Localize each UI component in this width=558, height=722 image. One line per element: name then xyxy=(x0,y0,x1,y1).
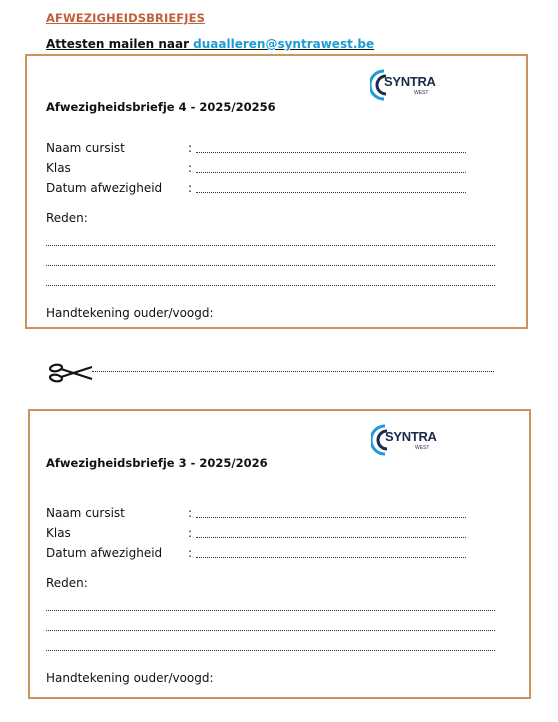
field-label-name: Naam cursist xyxy=(46,141,125,155)
field-fill-class[interactable] xyxy=(196,172,466,173)
mail-link[interactable]: duaalleren@syntrawest.be xyxy=(193,37,375,51)
reason-line-3[interactable] xyxy=(46,650,495,651)
logo-brand: SYNTRA xyxy=(384,74,436,89)
field-fill-date[interactable] xyxy=(196,192,466,193)
field-colon: : xyxy=(188,546,193,560)
field-colon: : xyxy=(188,161,193,175)
slip-title: Afwezigheidsbriefje 4 - 2025/20256 xyxy=(46,100,276,114)
absence-slip-2 xyxy=(28,409,531,699)
field-colon: : xyxy=(188,181,193,195)
field-label-class: Klas xyxy=(46,526,71,540)
reason-label: Reden: xyxy=(46,211,88,225)
cut-line xyxy=(92,371,494,372)
field-fill-class[interactable] xyxy=(196,537,466,538)
reason-label: Reden: xyxy=(46,576,88,590)
field-label-class: Klas xyxy=(46,161,71,175)
reason-line-3[interactable] xyxy=(46,285,495,286)
logo-sub: WEST xyxy=(415,445,430,451)
signature-label: Handtekening ouder/voogd: xyxy=(46,306,214,320)
scissors-icon xyxy=(48,361,94,385)
reason-line-2[interactable] xyxy=(46,265,495,266)
slip-title: Afwezigheidsbriefje 3 - 2025/2026 xyxy=(46,456,268,470)
field-label-date: Datum afwezigheid xyxy=(46,546,163,560)
page-heading: AFWEZIGHEIDSBRIEFJES xyxy=(46,11,205,25)
field-fill-name[interactable] xyxy=(196,152,466,153)
field-colon: : xyxy=(188,141,193,155)
logo-sub: WEST xyxy=(414,90,429,96)
mail-instruction xyxy=(46,37,374,51)
signature-label: Handtekening ouder/voogd: xyxy=(46,671,214,685)
field-colon: : xyxy=(188,526,193,540)
reason-line-1[interactable] xyxy=(46,245,495,246)
field-label-date: Datum afwezigheid xyxy=(46,181,163,195)
syntra-logo xyxy=(370,68,436,102)
field-fill-date[interactable] xyxy=(196,557,466,558)
field-colon: : xyxy=(188,506,193,520)
logo-brand: SYNTRA xyxy=(385,429,437,444)
reason-line-1[interactable] xyxy=(46,610,495,611)
mail-prefix: Attesten mailen naar xyxy=(46,37,189,51)
field-fill-name[interactable] xyxy=(196,517,466,518)
syntra-logo xyxy=(371,423,437,457)
field-label-name: Naam cursist xyxy=(46,506,125,520)
reason-line-2[interactable] xyxy=(46,630,495,631)
absence-slip-1 xyxy=(25,54,528,329)
